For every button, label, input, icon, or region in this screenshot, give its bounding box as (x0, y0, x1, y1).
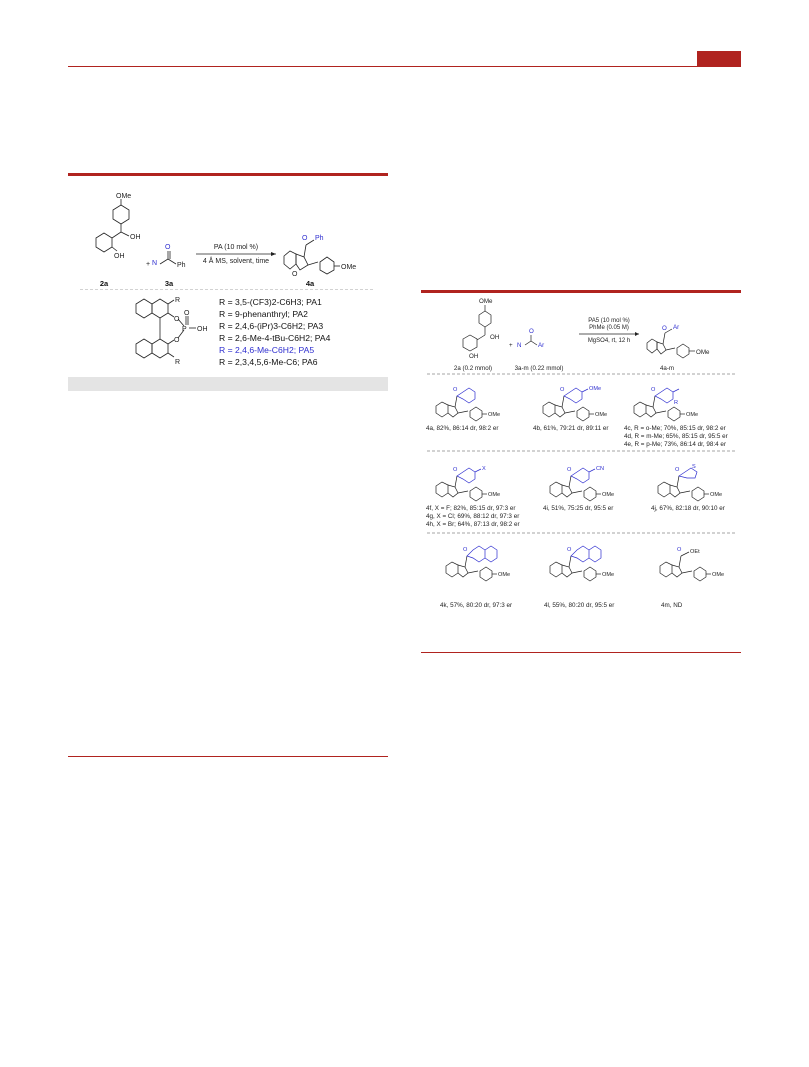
substituent-label: O (567, 467, 572, 473)
catalyst-item-highlighted: R = 2,4,6-Me-C6H2; PA5 (219, 345, 315, 356)
ome-label: OMe (116, 193, 132, 200)
catalyst-item: R = 2,6-Me-4-tBu-C6H2; PA4 (219, 333, 331, 344)
substituent-label: R (674, 400, 679, 406)
caption-4g: 4g, X = Cl; 69%, 88:12 dr, 97:3 er (426, 513, 520, 520)
substituent-label: OMe (488, 492, 501, 498)
product-ome-label: OMe (696, 349, 710, 356)
oh-label: OH (490, 334, 500, 341)
substituent-label: OMe (710, 492, 723, 498)
product-o-label: O (662, 325, 667, 332)
label-2a: 2a (99, 279, 109, 288)
product-ph-label: Ph (315, 235, 324, 242)
condition-2: PhMe (0.05 M) (589, 325, 629, 331)
arrow-top-text: PA (10 mol %) (213, 244, 259, 251)
oh-label-2: OH (114, 253, 125, 260)
substituent-label: O (453, 467, 458, 473)
o-label-3: O (174, 337, 180, 344)
oh-label-cat: OH (197, 326, 208, 333)
product-ar-label: Ar (673, 324, 680, 331)
substituent-label: O (567, 547, 572, 553)
caption-4b: 4b, 61%, 79:21 dr, 89:11 er (533, 425, 609, 432)
ketone-o-label: O (165, 244, 171, 251)
product-ome-label: OMe (341, 264, 357, 271)
n2-label: N (152, 260, 158, 267)
caption-4a: 4a, 82%, 86:14 dr, 98:2 er (426, 425, 499, 432)
caption-4c: 4c, R = o-Me; 70%, 85:15 dr, 98:2 er (624, 425, 726, 432)
table1-top-rule (68, 173, 388, 176)
catalyst-list (219, 296, 330, 369)
oh-label: OH (130, 234, 141, 241)
arrow-bottom-text: 4 Å MS, solvent, time (202, 258, 270, 265)
header-rule (68, 66, 741, 67)
substituent-label: O (677, 547, 682, 553)
table1-bottom-rule (68, 756, 388, 757)
substituent-label: CN (596, 466, 605, 472)
label-2a: 2a (0.2 mmol) (453, 365, 493, 372)
substituent-label: OMe (589, 386, 602, 392)
caption-4i: 4i, 51%, 75:25 dr, 95:5 er (543, 505, 614, 512)
catalyst-item: R = 2,4,6-(iPr)3-C6H2; PA3 (219, 321, 324, 332)
scope-structure (648, 458, 758, 506)
scope-structure (650, 538, 760, 586)
substituent-label: OMe (595, 412, 608, 418)
scheme1-reaction (68, 178, 388, 290)
substituent-label: O (675, 467, 680, 473)
ph-label: Ph (177, 262, 186, 269)
substituent-label: O (651, 387, 656, 393)
header-tab (697, 51, 741, 66)
condition-3: MgSO4, rt, 12 h (587, 338, 631, 344)
label-4a-m: 4a-m (659, 365, 675, 372)
product-o-label: O (302, 235, 308, 242)
scheme2-bottom-rule (421, 652, 741, 653)
substituent-label: OMe (712, 572, 725, 578)
substituent-label: OEt (690, 549, 700, 555)
substituent-label: O (463, 547, 468, 553)
caption-4h: 4h, X = Br; 64%, 87:13 dr, 98:2 er (426, 521, 520, 528)
substituent-label: O (560, 387, 565, 393)
substituent-label: O (453, 387, 458, 393)
label-4a: 4a (305, 279, 315, 288)
condition-1: PA5 (10 mol %) (588, 318, 630, 324)
r-label-top: R (175, 297, 181, 304)
substituent-label: X (482, 466, 486, 472)
oh-label-2: OH (469, 353, 479, 360)
substituent-label: OMe (686, 412, 699, 418)
scope-structure (540, 458, 650, 506)
caption-4k: 4k, 57%, 80:20 dr, 97:3 er (440, 602, 513, 609)
plus-sign: + (146, 261, 151, 268)
o-label-2: O (184, 310, 190, 317)
catalyst-item: R = 3,5-(CF3)2-C6H3; PA1 (219, 297, 322, 307)
caption-4f: 4f, X = F; 82%, 85:15 dr, 97:3 er (426, 505, 516, 512)
substituent-label: OMe (602, 572, 615, 578)
scope-structure (436, 538, 546, 586)
scope-structure (426, 378, 536, 426)
caption-4j: 4j, 67%, 82:18 dr, 90:10 er (651, 505, 725, 512)
catalyst-item: R = 9-phenanthryl; PA2 (219, 309, 308, 320)
catalyst-item: R = 2,3,4,5,6-Me-C6; PA6 (219, 357, 318, 368)
plus-sign: + (509, 342, 513, 349)
scheme2-reaction (421, 295, 741, 375)
o-label-1: O (174, 316, 180, 323)
label-3a: 3a (164, 279, 174, 288)
substituent-label: S (692, 464, 696, 470)
ketone-o-label: O (529, 328, 534, 335)
scope-structure (624, 378, 734, 426)
caption-4l: 4l, 55%, 80:20 dr, 95:5 er (544, 602, 615, 609)
ome-label: OMe (479, 298, 493, 305)
substituent-label: OMe (488, 412, 501, 418)
substituent-label: OMe (602, 492, 615, 498)
scope-structure (426, 458, 536, 506)
caption-4e: 4e, R = p-Me; 73%, 86:14 dr, 98:4 er (624, 441, 727, 448)
n2-label: N (517, 342, 522, 349)
caption-4m: 4m, ND (661, 602, 683, 609)
label-3a-m: 3a-m (0.22 mmol) (514, 365, 564, 372)
table1-header-bar (68, 377, 388, 391)
scope-structure (540, 538, 650, 586)
substituent-label: OMe (498, 572, 511, 578)
p-label: P (182, 326, 187, 333)
r-label-bottom: R (175, 359, 181, 366)
scheme2-top-rule (421, 290, 741, 293)
furan-o-label: O (292, 271, 298, 278)
caption-4d: 4d, R = m-Me; 65%, 85:15 dr, 95:5 er (624, 433, 728, 440)
catalyst-structure (126, 292, 216, 376)
ar-label: Ar (538, 342, 545, 349)
